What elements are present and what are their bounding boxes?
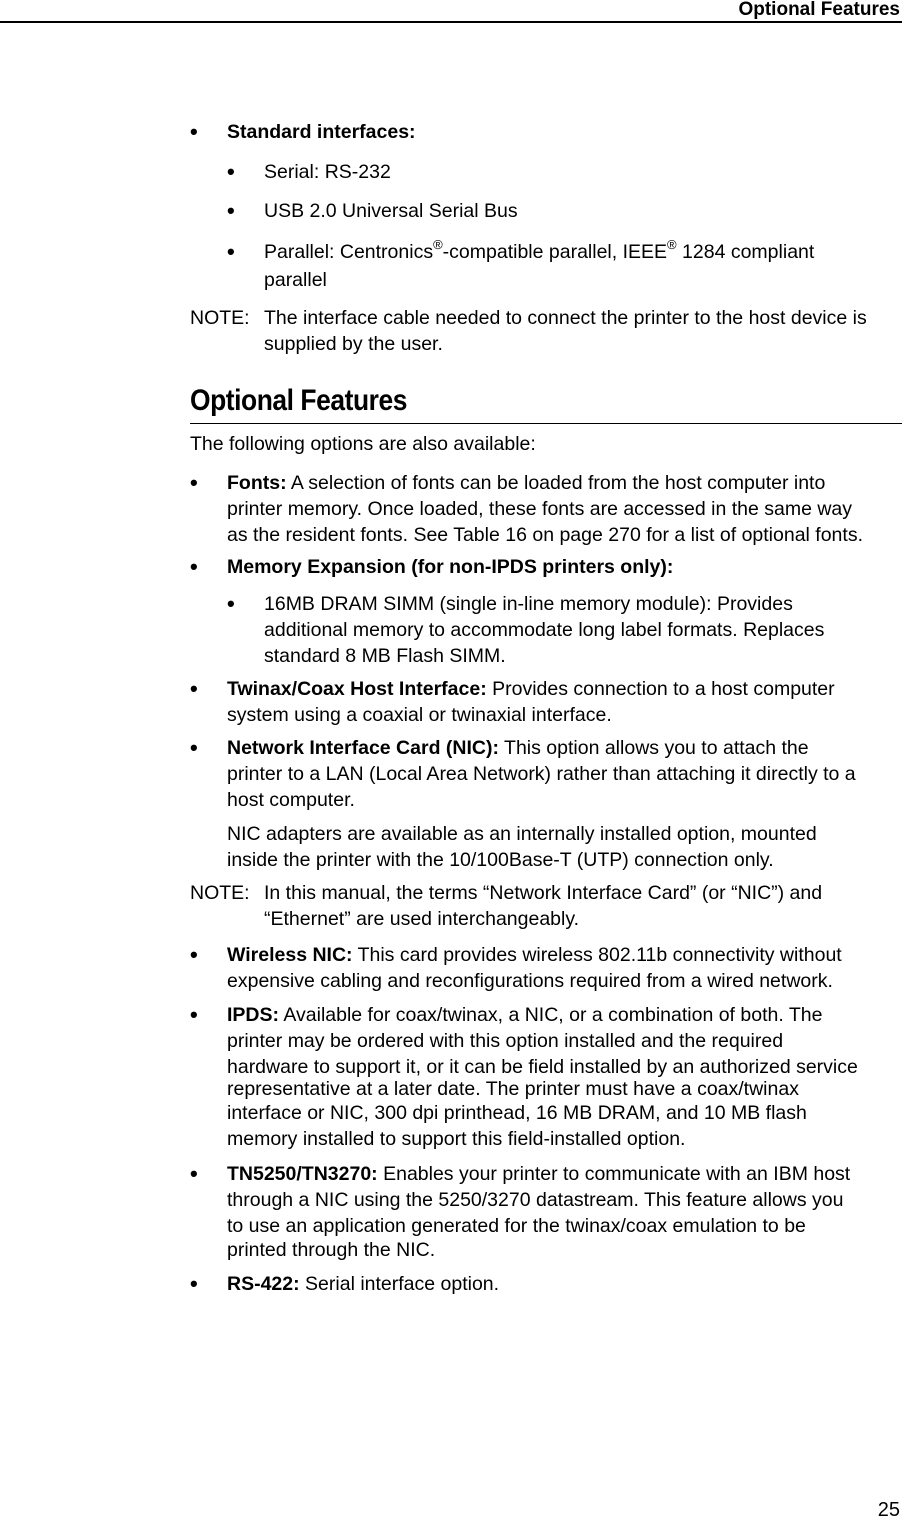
standard-interfaces-heading: Standard interfaces: [227, 121, 416, 143]
ipds-item-cont: memory installed to support this field-installed option. [227, 1128, 686, 1150]
bullet-icon: • [190, 554, 198, 579]
nic-paragraph: NIC adapters are available as an internally installed option, mounted [227, 823, 817, 845]
tn-item-cont: printed through the NIC. [227, 1239, 436, 1261]
bullet-icon: • [190, 1161, 198, 1186]
ipds-item-cont: printer may be ordered with this option installed and the required [227, 1030, 784, 1052]
interface-usb: USB 2.0 Universal Serial Bus [264, 200, 518, 222]
bullet-icon: • [190, 1002, 198, 1027]
bullet-icon: • [227, 591, 235, 616]
wireless-item-cont: expensive cabling and reconfigurations required from a wired network. [227, 970, 833, 992]
ipds-item-cont: representative at a later date. The printer must have a coax/twinax [227, 1078, 799, 1100]
bullet-icon: • [190, 1271, 198, 1296]
note-text-cont: supplied by the user. [264, 333, 443, 355]
interface-serial: Serial: RS-232 [264, 161, 391, 183]
memory-expansion-heading: Memory Expansion (for non-IPDS printers only): [227, 556, 674, 578]
ipds-item: IPDS: Available for coax/twinax, a NIC, or a combination of both. The [227, 1004, 823, 1026]
note-label: NOTE: [190, 882, 250, 904]
section-title: Optional Features [190, 384, 407, 417]
memory-item-cont: additional memory to accommodate long label formats. Replaces [264, 619, 825, 641]
twinax-item: Twinax/Coax Host Interface: Provides connection to a host computer [227, 678, 835, 700]
bullet-icon: • [227, 159, 235, 184]
note-text: In this manual, the terms “Network Interface Card” (or “NIC”) and [264, 882, 823, 904]
memory-item: 16MB DRAM SIMM (single in-line memory module): Provides [264, 593, 793, 615]
tn-item: TN5250/TN3270: Enables your printer to communicate with an IBM host [227, 1163, 851, 1185]
page-number: 25 [877, 1499, 900, 1521]
memory-item-cont: standard 8 MB Flash SIMM. [264, 645, 506, 667]
section-intro: The following options are also available: [190, 433, 536, 455]
note-text-cont: “Ethernet” are used interchangeably. [264, 908, 580, 930]
fonts-item: Fonts: A selection of fonts can be loaded from the host computer into [227, 472, 826, 494]
bullet-icon: • [227, 239, 235, 264]
ipds-item-cont: hardware to support it, or it can be field installed by an authorized service [227, 1056, 858, 1078]
bullet-icon: • [190, 119, 198, 144]
section-rule [190, 423, 902, 424]
bullet-icon: • [190, 942, 198, 967]
bullet-icon: • [190, 470, 198, 495]
bullet-icon: • [190, 676, 198, 701]
fonts-item-cont: as the resident fonts. See Table 16 on page 270 for a list of optional fonts. [227, 524, 863, 546]
nic-paragraph-cont: inside the printer with the 10/100Base-T (UTP) connection only. [227, 849, 774, 871]
note-label: NOTE: [190, 307, 250, 329]
twinax-item-cont: system using a coaxial or twinaxial interface. [227, 704, 612, 726]
tn-item-cont: to use an application generated for the twinax/coax emulation to be [227, 1215, 806, 1237]
bullet-icon: • [190, 735, 198, 760]
ipds-item-cont: interface or NIC, 300 dpi printhead, 16 MB DRAM, and 10 MB flash [227, 1102, 807, 1124]
tn-item-cont: through a NIC using the 5250/3270 datastream. This feature allows you [227, 1189, 844, 1211]
nic-item-cont: host computer. [227, 789, 355, 811]
interface-parallel-cont: parallel [264, 269, 327, 291]
interface-parallel: Parallel: Centronics®-compatible parallel, IEEE® 1284 compliant [264, 236, 815, 263]
nic-item: Network Interface Card (NIC): This option allows you to attach the [227, 737, 809, 759]
wireless-item: Wireless NIC: This card provides wireless 802.11b connectivity without [227, 944, 842, 966]
nic-item-cont: printer to a LAN (Local Area Network) rather than attaching it directly to a [227, 763, 856, 785]
bullet-icon: • [227, 198, 235, 223]
running-header-title: Optional Features [738, 0, 900, 20]
header-rule [0, 21, 902, 23]
note-text: The interface cable needed to connect the printer to the host device is [264, 307, 867, 329]
rs422-item: RS-422: Serial interface option. [227, 1273, 500, 1295]
fonts-item-cont: printer memory. Once loaded, these fonts are accessed in the same way [227, 498, 853, 520]
